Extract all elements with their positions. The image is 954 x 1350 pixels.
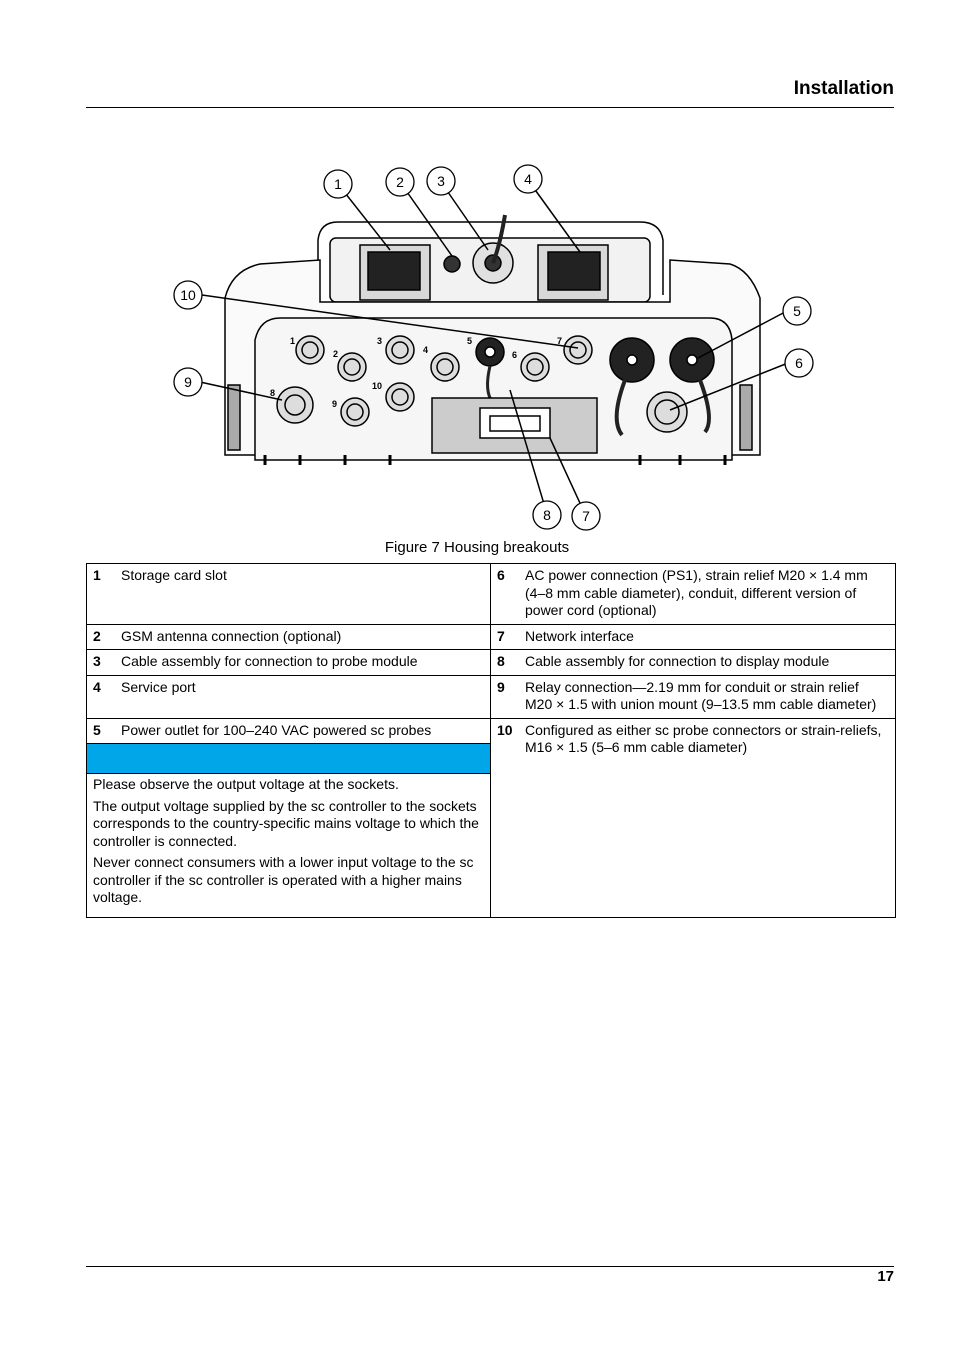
callout-2: 2 [396,174,404,190]
legend-text: GSM antenna connection (optional) [121,627,342,644]
legend-text: Storage card slot [121,567,227,583]
port-label-2: 2 [333,349,339,359]
notice-banner [87,743,490,774]
table-row [87,718,896,917]
callout-3: 3 [437,173,445,189]
callout-5: 5 [793,303,801,319]
port-label-3: 3 [377,336,383,346]
legend-text: Service port [121,678,196,695]
port-label-9: 9 [332,399,338,409]
port-label-5: 5 [467,336,473,346]
legend-number: 4 [93,678,101,695]
legend-text: Network interface [525,627,634,644]
table-row [87,564,896,625]
legend-number: 3 [93,653,101,669]
notice-body [87,774,490,917]
port-label-7: 7 [557,336,563,346]
port-label-1: 1 [290,336,296,346]
legend-text: AC power connection (PS1), strain relief M20 × 1.4 mm (4–8 mm cable diameter), conduit, different version of power cord (optional) [525,567,868,618]
callout-1: 1 [334,176,342,192]
figure-caption: Figure 7 Housing breakouts [384,539,570,556]
port-label-8: 8 [270,388,276,398]
callout-4: 4 [524,171,532,187]
legend-number: 10 [497,721,513,738]
legend-number: 9 [497,678,505,695]
callout-10: 10 [180,287,196,303]
table-row [87,650,896,676]
housing-breakouts-figure [170,160,820,535]
port-label-4: 4 [423,345,429,355]
callout-7: 7 [582,508,590,524]
port-label-10: 10 [372,381,383,391]
callout-9: 9 [184,374,192,390]
table-row [87,675,896,718]
legend-text: Relay connection—2.19 mm for conduit or strain relief M20 × 1.5 with union mount (9–13.5 mm cable diameter) [525,678,877,712]
notice-paragraph: Please observe the output voltage at the sockets. [93,776,399,792]
legend-number: 2 [93,627,101,644]
notice-paragraph: Never connect consumers with a lower input voltage to the sc controller if the sc controller is operated with a higher mains voltage. [93,854,474,905]
legend-number: 1 [93,567,101,583]
section-title: Installation [793,78,894,99]
legend-text: Cable assembly for connection to display module [525,653,830,669]
legend-number: 6 [497,567,505,583]
legend-text: Power outlet for 100–240 VAC powered sc probes [121,721,432,738]
footer-divider [86,1266,894,1267]
port-label-6: 6 [512,350,518,360]
notice-paragraph: The output voltage supplied by the sc controller to the sockets corresponds to the country-specific mains voltage to which the controller is connected. [93,797,479,849]
legend-text: Configured as either sc probe connectors or strain-reliefs, M16 × 1.5 (5–6 mm cable diameter) [525,721,882,755]
legend-table [86,563,896,918]
legend-text: Cable assembly for connection to probe module [121,653,418,669]
callout-8: 8 [543,507,551,523]
page-number: 17 [877,1268,894,1285]
legend-number: 7 [497,627,505,644]
legend-number: 5 [93,721,101,738]
callout-6: 6 [795,355,803,371]
legend-number: 8 [497,653,505,669]
header-divider [86,107,894,108]
table-row [87,624,896,650]
